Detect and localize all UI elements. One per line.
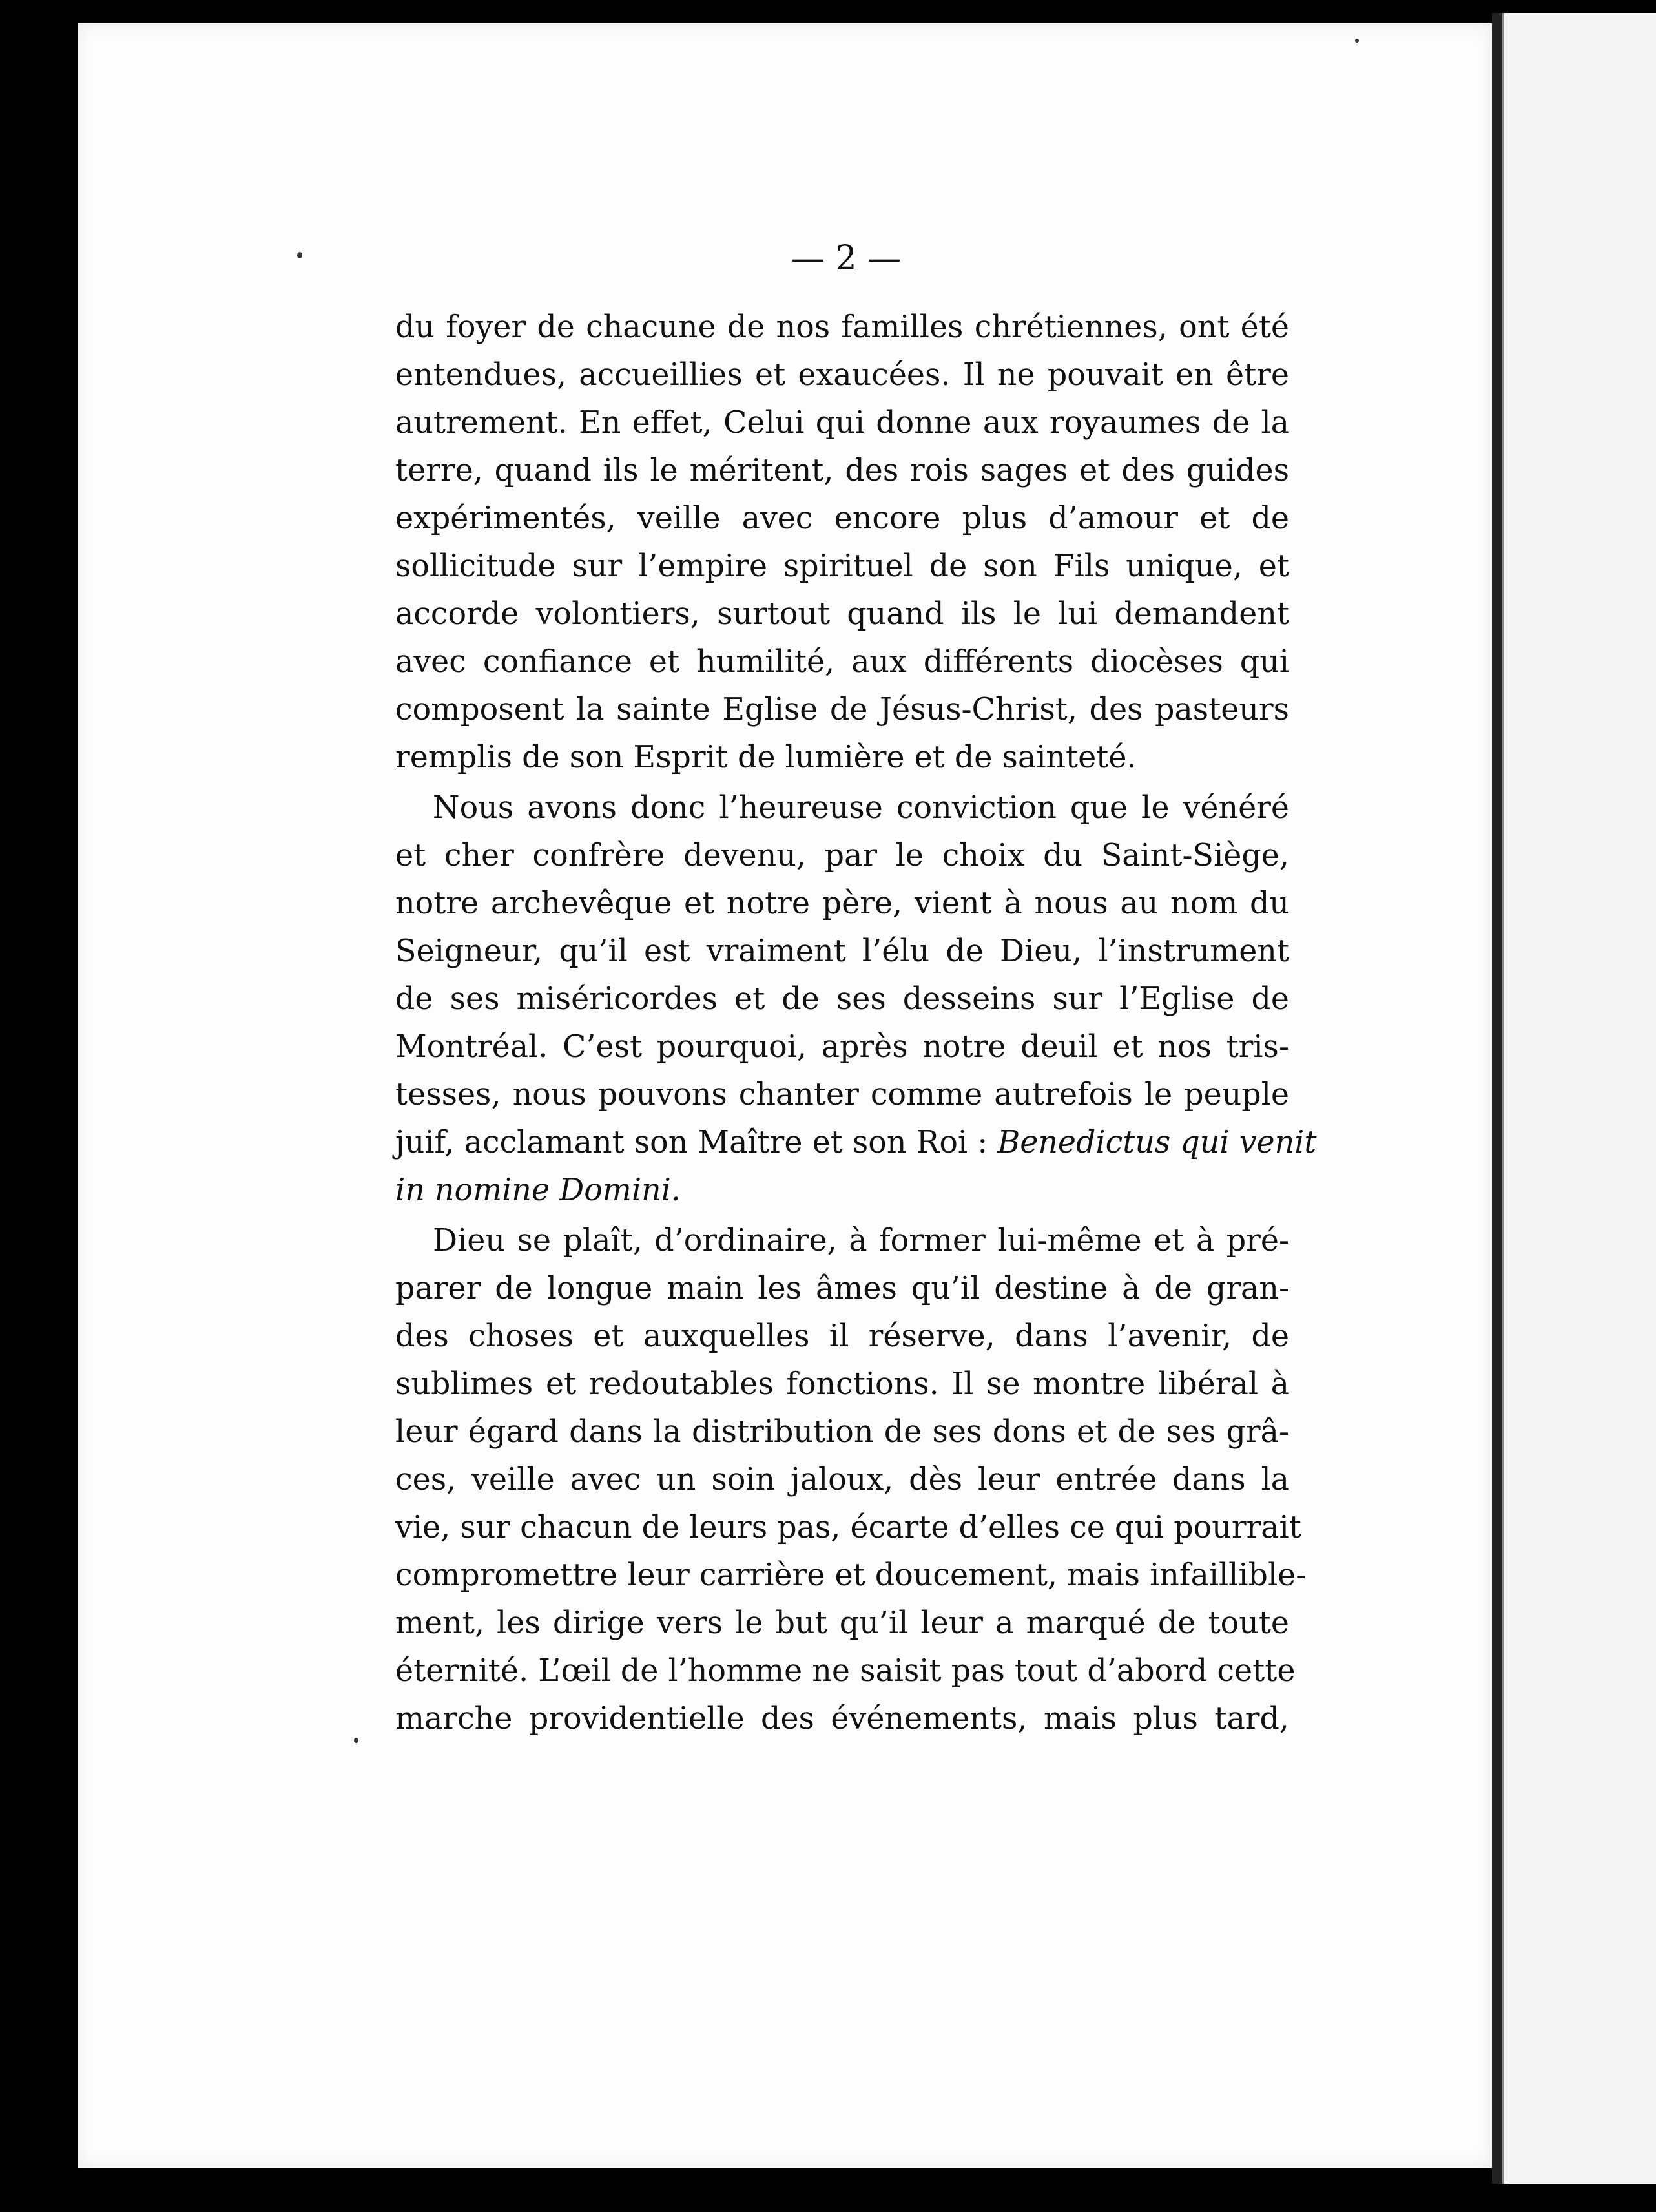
paragraph xyxy=(395,1217,1307,1743)
text-line: marche providentielle des événements, mais plus tard, xyxy=(395,1701,1289,1737)
text-line: tesses, nous pouvons chanter comme autrefois le peuple xyxy=(395,1077,1289,1112)
text-line: remplis de son Esprit de lumière et de sainteté. xyxy=(395,740,1137,775)
text-line: composent la sainte Eglise de Jésus-Christ, des pasteurs xyxy=(395,692,1289,727)
page-gutter xyxy=(1492,13,1502,2184)
text-line: compromettre leur carrière et doucement, mais infaillible- xyxy=(395,1558,1307,1593)
scan-speck xyxy=(1355,39,1359,43)
text-line: des choses et auxquelles il réserve, dans l’avenir, de xyxy=(395,1319,1289,1354)
page-number: — 2 — xyxy=(791,239,902,278)
text-line: de ses miséricordes et de ses desseins sur l’Eglise de xyxy=(395,981,1289,1017)
text-line: éternité. L’œil de l’homme ne saisit pas tout d’abord cette xyxy=(395,1653,1296,1689)
text-line: ces, veille avec un soin jaloux, dès leur entrée dans la xyxy=(395,1462,1289,1497)
text-line: Dieu se plaît, d’ordinaire, à former lui-même et à pré- xyxy=(433,1223,1289,1258)
text-line: sublimes et redoutables fonctions. Il se montre libéral à xyxy=(395,1366,1289,1402)
text-line: sollicitude sur l’empire spirituel de son Fils unique, et xyxy=(395,548,1289,584)
scan-speck xyxy=(354,1738,358,1743)
text-line: avec confiance et humilité, aux différents diocèses qui xyxy=(395,644,1289,680)
body-text xyxy=(395,304,1317,1743)
text-line: parer de longue main les âmes qu’il destine à de gran- xyxy=(395,1271,1289,1306)
latin-phrase-end: in nomine Domini. xyxy=(395,1173,681,1208)
text-line: Seigneur, qu’il est vraiment l’élu de Dieu, l’instrument xyxy=(395,934,1289,969)
text-line: vie, sur chacun de leurs pas, écarte d’elles ce qui pourrait xyxy=(395,1510,1301,1545)
text-line: autrement. En effet, Celui qui donne aux royaumes de la xyxy=(395,405,1289,441)
paragraph xyxy=(395,784,1317,1215)
text-line: et cher confrère devenu, par le choix du Saint-Siège, xyxy=(395,838,1289,873)
text-line: Nous avons donc l’heureuse conviction que le vénéré xyxy=(433,790,1289,826)
latin-phrase: Benedictus qui venit xyxy=(997,1125,1317,1160)
text-line: du foyer de chacune de nos familles chrétiennes, ont été xyxy=(395,309,1289,345)
text-line: expérimentés, veille avec encore plus d’amour et de xyxy=(395,501,1289,536)
scan-speck xyxy=(297,252,302,258)
text-line: notre archevêque et notre père, vient à nous au nom du xyxy=(395,886,1289,921)
text-line: leur égard dans la distribution de ses dons et de ses grâ- xyxy=(395,1414,1289,1450)
paragraph xyxy=(395,304,1289,782)
text-line: ment, les dirige vers le but qu’il leur a marqué de toute xyxy=(395,1605,1289,1641)
adjacent-page-edge xyxy=(1502,13,1656,2184)
roman-text: juif, acclamant son Maître et son Roi : xyxy=(395,1125,988,1160)
text-line-mixed xyxy=(395,1119,1317,1167)
text-line: accorde volontiers, surtout quand ils le lui demandent xyxy=(395,596,1289,632)
text-line: terre, quand ils le méritent, des rois sages et des guides xyxy=(395,453,1289,488)
text-line: entendues, accueillies et exaucées. Il ne pouvait en être xyxy=(395,357,1289,393)
text-line: Montréal. C’est pourquoi, après notre deuil et nos tris- xyxy=(395,1029,1289,1065)
